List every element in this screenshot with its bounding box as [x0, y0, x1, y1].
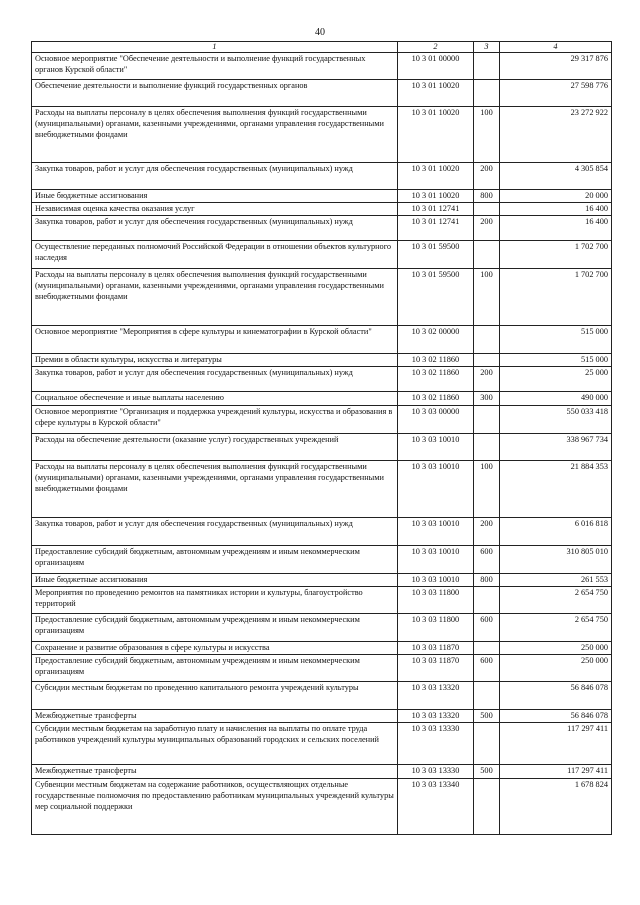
- expense-name-cell: Межбюджетные трансферты: [32, 765, 398, 779]
- expense-name-cell: Расходы на выплаты персоналу в целях обеспечения выполнения функций государственными (муниципальными) органами, казенными учреждениями, органами управления государственными внебюджетными фондами: [32, 107, 398, 163]
- target-article-code-cell: 10 3 01 10020: [398, 80, 474, 107]
- amount-cell: 261 553: [500, 574, 612, 587]
- target-article-code-cell: 10 3 03 13320: [398, 682, 474, 710]
- expense-name-cell: Расходы на выплаты персоналу в целях обеспечения выполнения функций государственными (муниципальными) органами, казенными учреждениями, органами управления государственными внебюджетными фондами: [32, 461, 398, 518]
- expense-type-code-cell: 100: [474, 269, 500, 326]
- amount-cell: 250 000: [500, 655, 612, 682]
- expense-type-code-cell: [474, 203, 500, 216]
- target-article-code-cell: 10 3 03 13330: [398, 723, 474, 765]
- target-article-code-cell: 10 3 02 00000: [398, 326, 474, 354]
- target-article-code-cell: 10 3 03 13340: [398, 779, 474, 835]
- expense-type-code-cell: 800: [474, 190, 500, 203]
- table-row: [32, 203, 612, 216]
- target-article-code-cell: 10 3 03 13320: [398, 710, 474, 723]
- amount-cell: 2 654 750: [500, 614, 612, 642]
- table-row: [32, 53, 612, 80]
- target-article-code-cell: 10 3 01 10020: [398, 190, 474, 203]
- table-row: [32, 434, 612, 461]
- expense-name-cell: Независимая оценка качества оказания услуг: [32, 203, 398, 216]
- expense-name-cell: Субсидии местным бюджетам по проведению капитального ремонта учреждений культуры: [32, 682, 398, 710]
- table-row: [32, 587, 612, 614]
- expense-type-code-cell: [474, 642, 500, 655]
- table-row: [32, 655, 612, 682]
- page-number: 40: [315, 27, 325, 38]
- table-row: [32, 163, 612, 190]
- expense-type-code-cell: 200: [474, 367, 500, 392]
- expense-name-cell: Осуществление переданных полномочий Российской Федерации в отношении объектов культурного наследия: [32, 241, 398, 269]
- target-article-code-cell: 10 3 03 10010: [398, 546, 474, 574]
- amount-cell: 117 297 411: [500, 723, 612, 765]
- amount-cell: 1 702 700: [500, 269, 612, 326]
- header-col-3: 3: [474, 42, 500, 53]
- expense-type-code-cell: 600: [474, 655, 500, 682]
- amount-cell: 2 654 750: [500, 587, 612, 614]
- table-body: [32, 53, 612, 835]
- target-article-code-cell: 10 3 01 12741: [398, 216, 474, 241]
- table-header-row: [32, 42, 612, 53]
- target-article-code-cell: 10 3 03 10010: [398, 518, 474, 546]
- expense-name-cell: Закупка товаров, работ и услуг для обеспечения государственных (муниципальных) нужд: [32, 518, 398, 546]
- expense-name-cell: Иные бюджетные ассигнования: [32, 190, 398, 203]
- table-row: [32, 190, 612, 203]
- table-row: [32, 241, 612, 269]
- table-row: [32, 406, 612, 434]
- expense-name-cell: Основное мероприятие "Мероприятия в сфере культуры и кинематографии в Курской области": [32, 326, 398, 354]
- header-col-1: 1: [32, 42, 398, 53]
- table-row: [32, 779, 612, 835]
- target-article-code-cell: 10 3 03 11870: [398, 642, 474, 655]
- amount-cell: 117 297 411: [500, 765, 612, 779]
- target-article-code-cell: 10 3 03 10010: [398, 461, 474, 518]
- expense-type-code-cell: 200: [474, 216, 500, 241]
- table-row: [32, 354, 612, 367]
- expense-name-cell: Социальное обеспечение и иные выплаты населению: [32, 392, 398, 406]
- target-article-code-cell: 10 3 02 11860: [398, 392, 474, 406]
- target-article-code-cell: 10 3 03 11800: [398, 614, 474, 642]
- expense-type-code-cell: [474, 326, 500, 354]
- amount-cell: 1 702 700: [500, 241, 612, 269]
- target-article-code-cell: 10 3 03 13330: [398, 765, 474, 779]
- expense-type-code-cell: [474, 587, 500, 614]
- expense-type-code-cell: 300: [474, 392, 500, 406]
- target-article-code-cell: 10 3 01 00000: [398, 53, 474, 80]
- expense-type-code-cell: [474, 80, 500, 107]
- expense-name-cell: Субвенции местным бюджетам на содержание работников, осуществляющих отдельные государственные полномочия по предоставлению работникам муниципальных учреждений культуры мер социальной поддержки: [32, 779, 398, 835]
- table-row: [32, 546, 612, 574]
- amount-cell: 56 846 078: [500, 710, 612, 723]
- amount-cell: 515 000: [500, 326, 612, 354]
- amount-cell: 16 400: [500, 216, 612, 241]
- table-row: [32, 392, 612, 406]
- expense-name-cell: Расходы на выплаты персоналу в целях обеспечения выполнения функций государственными (муниципальными) органами, казенными учреждениями, органами управления государственными внебюджетными фондами: [32, 269, 398, 326]
- target-article-code-cell: 10 3 03 10010: [398, 434, 474, 461]
- expense-name-cell: Основное мероприятие "Организация и поддержка учреждений культуры, искусства и образования в сфере культуры в Курской области": [32, 406, 398, 434]
- expense-name-cell: Закупка товаров, работ и услуг для обеспечения государственных (муниципальных) нужд: [32, 367, 398, 392]
- expense-type-code-cell: 100: [474, 461, 500, 518]
- expense-type-code-cell: [474, 53, 500, 80]
- amount-cell: 250 000: [500, 642, 612, 655]
- table-row: [32, 326, 612, 354]
- amount-cell: 4 305 854: [500, 163, 612, 190]
- table-row: [32, 461, 612, 518]
- amount-cell: 23 272 922: [500, 107, 612, 163]
- header-col-2: 2: [398, 42, 474, 53]
- table-row: [32, 216, 612, 241]
- expense-name-cell: Предоставление субсидий бюджетным, автономным учреждениям и иным некоммерческим организациям: [32, 546, 398, 574]
- expense-name-cell: Расходы на обеспечение деятельности (оказание услуг) государственных учреждений: [32, 434, 398, 461]
- target-article-code-cell: 10 3 02 11860: [398, 354, 474, 367]
- amount-cell: 310 805 010: [500, 546, 612, 574]
- expense-name-cell: Премии в области культуры, искусства и литературы: [32, 354, 398, 367]
- expense-type-code-cell: 100: [474, 107, 500, 163]
- table-row: [32, 80, 612, 107]
- expense-name-cell: Обеспечение деятельности и выполнение функций государственных органов: [32, 80, 398, 107]
- table-row: [32, 765, 612, 779]
- table-row: [32, 269, 612, 326]
- amount-cell: 515 000: [500, 354, 612, 367]
- amount-cell: 550 033 418: [500, 406, 612, 434]
- expense-name-cell: Межбюджетные трансферты: [32, 710, 398, 723]
- expense-name-cell: Предоставление субсидий бюджетным, автономным учреждениям и иным некоммерческим организациям: [32, 655, 398, 682]
- expense-type-code-cell: 600: [474, 546, 500, 574]
- expense-type-code-cell: [474, 406, 500, 434]
- expense-name-cell: Закупка товаров, работ и услуг для обеспечения государственных (муниципальных) нужд: [32, 163, 398, 190]
- amount-cell: 16 400: [500, 203, 612, 216]
- expense-type-code-cell: [474, 434, 500, 461]
- table-row: [32, 723, 612, 765]
- expense-type-code-cell: 200: [474, 518, 500, 546]
- amount-cell: 29 317 876: [500, 53, 612, 80]
- expense-type-code-cell: 200: [474, 163, 500, 190]
- expense-type-code-cell: 800: [474, 574, 500, 587]
- expense-type-code-cell: [474, 241, 500, 269]
- amount-cell: 27 598 776: [500, 80, 612, 107]
- table-row: [32, 642, 612, 655]
- amount-cell: 25 000: [500, 367, 612, 392]
- target-article-code-cell: 10 3 01 12741: [398, 203, 474, 216]
- expense-type-code-cell: 500: [474, 710, 500, 723]
- target-article-code-cell: 10 3 03 00000: [398, 406, 474, 434]
- expense-type-code-cell: 500: [474, 765, 500, 779]
- table-row: [32, 574, 612, 587]
- expense-type-code-cell: [474, 354, 500, 367]
- amount-cell: 338 967 734: [500, 434, 612, 461]
- target-article-code-cell: 10 3 01 10020: [398, 163, 474, 190]
- expense-name-cell: Мероприятия по проведению ремонтов на памятниках истории и культуры, благоустройство территорий: [32, 587, 398, 614]
- target-article-code-cell: 10 3 01 59500: [398, 269, 474, 326]
- expense-name-cell: Предоставление субсидий бюджетным, автономным учреждениям и иным некоммерческим организациям: [32, 614, 398, 642]
- header-col-4: 4: [500, 42, 612, 53]
- amount-cell: 490 000: [500, 392, 612, 406]
- expense-name-cell: Сохранение и развитие образования в сфере культуры и искусства: [32, 642, 398, 655]
- table-row: [32, 367, 612, 392]
- expense-name-cell: Иные бюджетные ассигнования: [32, 574, 398, 587]
- target-article-code-cell: 10 3 02 11860: [398, 367, 474, 392]
- target-article-code-cell: 10 3 03 10010: [398, 574, 474, 587]
- table-row: [32, 107, 612, 163]
- expense-type-code-cell: 600: [474, 614, 500, 642]
- table-row: [32, 614, 612, 642]
- amount-cell: 56 846 078: [500, 682, 612, 710]
- budget-table: [31, 41, 612, 835]
- amount-cell: 1 678 824: [500, 779, 612, 835]
- amount-cell: 6 016 818: [500, 518, 612, 546]
- expense-type-code-cell: [474, 682, 500, 710]
- target-article-code-cell: 10 3 03 11870: [398, 655, 474, 682]
- table-row: [32, 518, 612, 546]
- expense-type-code-cell: [474, 723, 500, 765]
- expense-name-cell: Закупка товаров, работ и услуг для обеспечения государственных (муниципальных) нужд: [32, 216, 398, 241]
- target-article-code-cell: 10 3 01 10020: [398, 107, 474, 163]
- expense-type-code-cell: [474, 779, 500, 835]
- target-article-code-cell: 10 3 03 11800: [398, 587, 474, 614]
- expense-name-cell: Основное мероприятие "Обеспечение деятельности и выполнение функций государственных органов Курской области": [32, 53, 398, 80]
- table-row: [32, 710, 612, 723]
- amount-cell: 21 884 353: [500, 461, 612, 518]
- expense-name-cell: Субсидии местным бюджетам на заработную плату и начисления на выплаты по оплате труда работников учреждений культуры муниципальных образований городских и сельских поселений: [32, 723, 398, 765]
- table-row: [32, 682, 612, 710]
- target-article-code-cell: 10 3 01 59500: [398, 241, 474, 269]
- amount-cell: 20 000: [500, 190, 612, 203]
